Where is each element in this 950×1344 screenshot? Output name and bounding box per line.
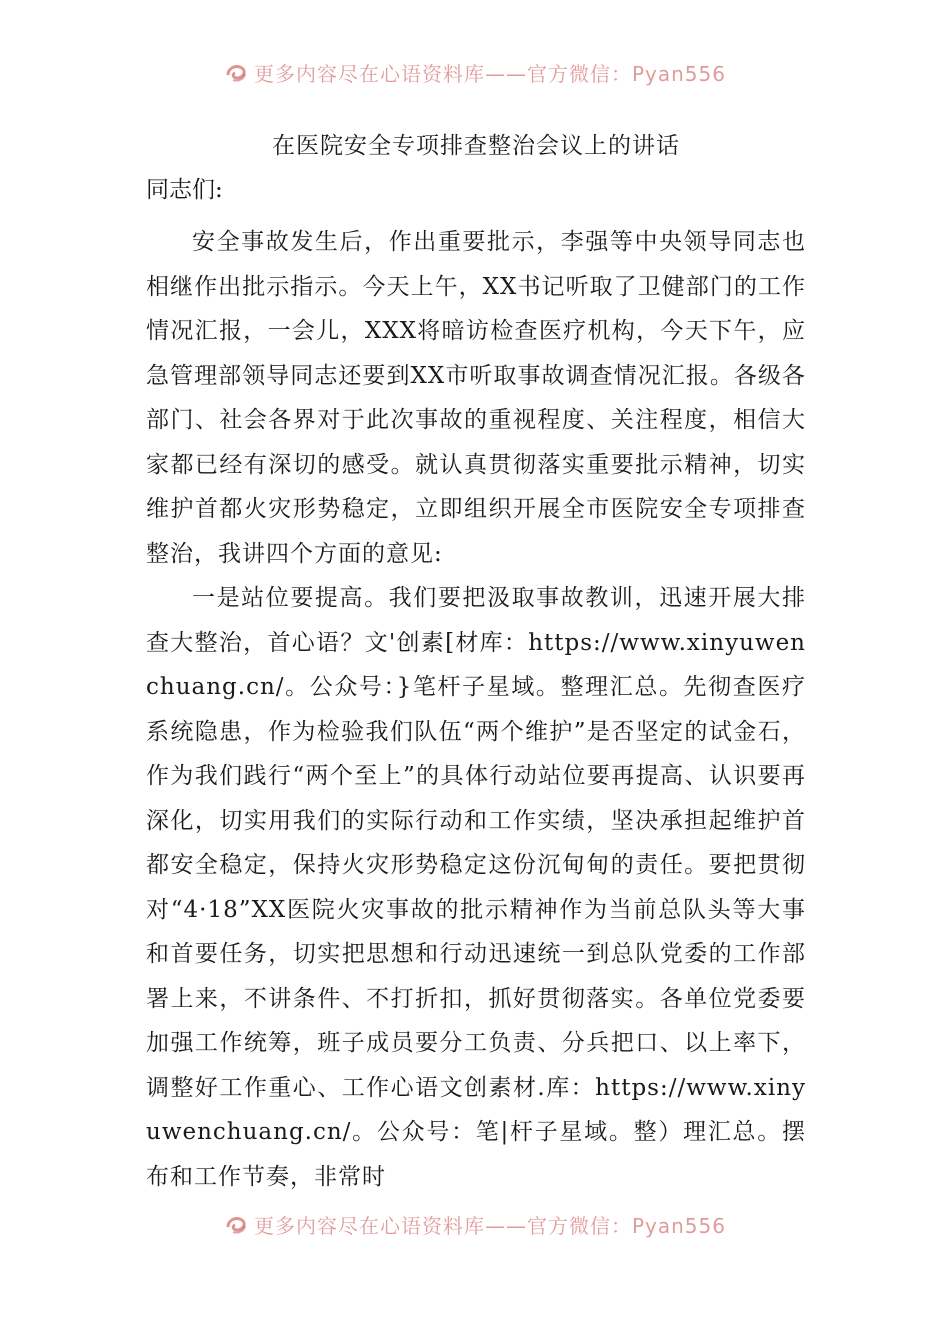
document-title: 在医院安全专项排查整治会议上的讲话 [272, 133, 680, 159]
watermark-text: 更多内容尽在心语资料库——官方微信：Pyan556 [253, 1213, 726, 1238]
watermark-footer [0, 1206, 950, 1242]
watermark-text: 更多内容尽在心语资料库——官方微信：Pyan556 [253, 61, 726, 86]
paragraph-intro: 安全事故发生后，作出重要批示，李强等中央领导同志也相继作出批示指示。今天上午，XX书记听取了卫健部门的工作情况汇报，一会儿，XXX将暗访检查医疗机构，今天下午，应急管理部领导同志还要到XX市听取事故调查情况汇报。各级各部门、社会各界对于此次事故的重视程度、关注程度，相信大家都已经有深切的感受。就认真贯彻落实重要批示精神，切实维护首都火灾形势稳定，立即组织开展全市医院安全专项排查整治，我讲四个方面的意见: [146, 229, 806, 567]
red-swirl-logo-icon [224, 61, 248, 83]
red-swirl-logo-icon [224, 1213, 248, 1235]
document-body [146, 126, 806, 1199]
salutation: 同志们: [146, 177, 223, 203]
watermark-header [0, 54, 950, 90]
paragraph-point-one: 一是站位要提高。我们要把汲取事故教训，迅速开展大排查大整治，首心语？文'创素[材库：https://www.xinyuwenchuang.cn/。公众号：}笔杆子星域。整理汇总。先彻查医疗系统隐患，作为检验我们队伍“两个维护”是否坚定的试金石，作为我们践行“两个至上”的具体行动站位要再提高、认识要再深化，切实用我们的实际行动和工作实绩，坚决承担起维护首都安全稳定，保持火灾形势稳定这份沉甸甸的责任。要把贯彻对“4·18”XX医院火灾事故的批示精神作为当前总队头等大事和首要任务，切实把思想和行动迅速统一到总队党委的工作部署上来，不讲条件、不打折扣，抓好贯彻落实。各单位党委要加强工作统筹，班子成员要分工负责、分兵把口、以上率下，调整好工作重心、工作心语文创素材.库：https://www.xinyuwenchuang.cn/。公众号：笔|杆子星域。整）理汇总。摆布和工作节奏，非常时 [146, 585, 806, 1190]
